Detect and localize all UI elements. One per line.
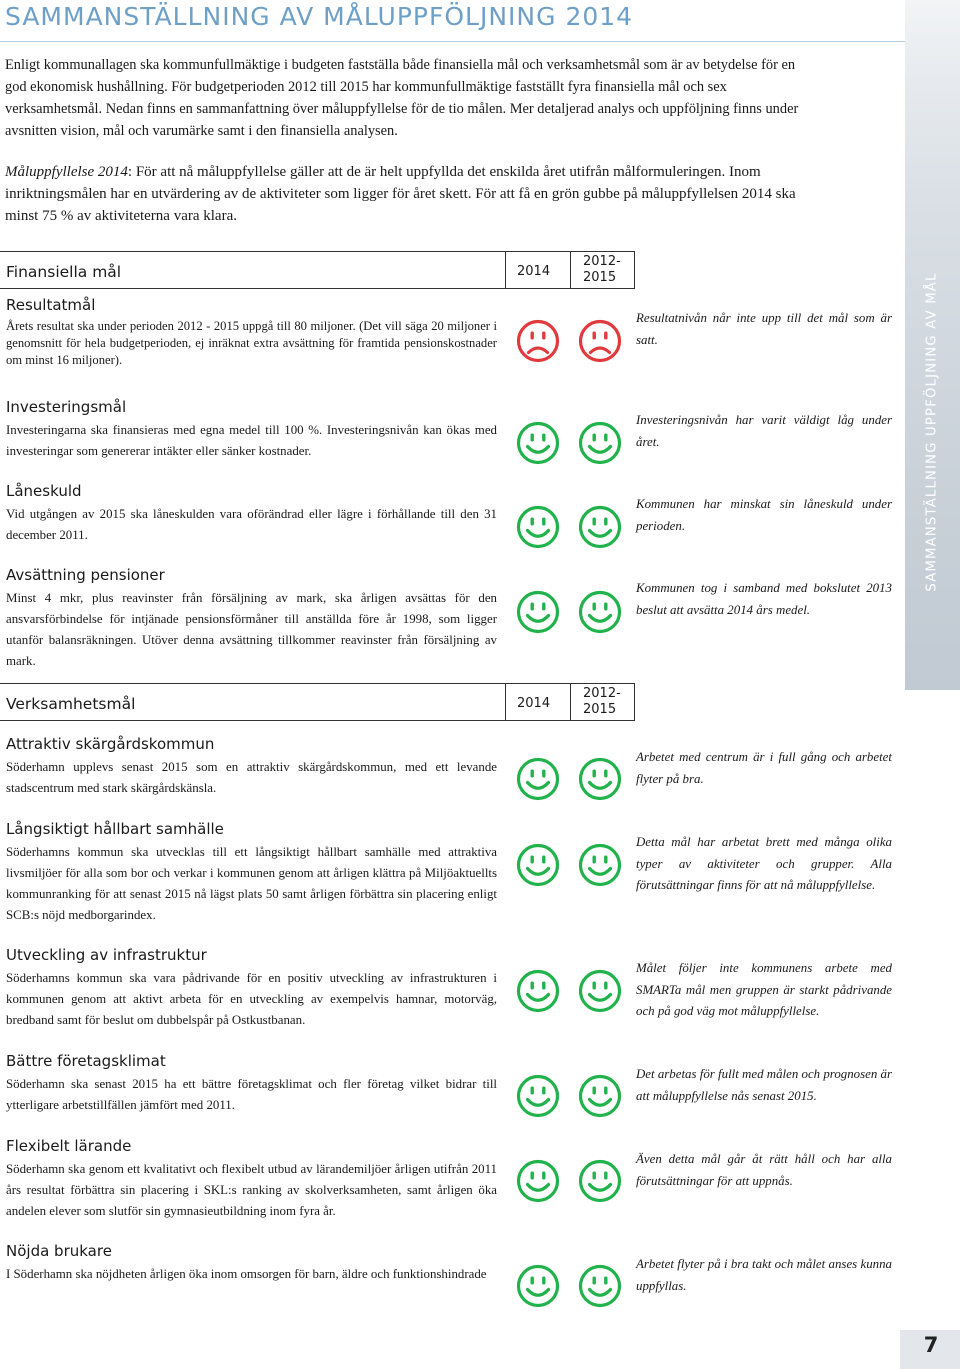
goal-title: Nöjda brukare — [6, 1242, 112, 1260]
sidebar-label: SAMMANSTÄLLNING UPPFÖLJNING AV MÅL — [924, 272, 940, 592]
goal-title: Låneskuld — [6, 482, 82, 500]
goal-title: Bättre företagsklimat — [6, 1052, 166, 1070]
header-rule-bottom — [0, 288, 635, 289]
fulfillment-label: Måluppfyllelse 2014 — [5, 164, 128, 180]
fulfillment-paragraph — [5, 161, 817, 227]
status-happy-icon — [516, 843, 560, 887]
status-sad-icon — [578, 319, 622, 363]
column-2014: 2014 — [517, 696, 551, 711]
financial-header-title: Finansiella mål — [6, 263, 122, 281]
status-happy-icon — [578, 1159, 622, 1203]
goal-description: Vid utgången av 2015 ska låneskulden vara oförändrad eller lägre i förhållande till den 31 december 2011. — [6, 507, 497, 542]
goal-description: Söderhamns kommun ska vara pådrivande för en positiv utveckling av infrastrukturen i kommunen genom att aktivt arbeta för en utveckling av exempelvis hamnar, motorväg, bredband samt för beslut om dubbelspår på Ostkustbanan. — [6, 971, 497, 1027]
goal-title: Resultatmål — [6, 296, 96, 314]
header-divider — [634, 683, 635, 721]
column-2014: 2014 — [517, 264, 551, 279]
smiley-face-icon — [516, 505, 560, 549]
smiley-face-icon — [516, 1074, 560, 1118]
goal-description: Söderhamn ska genom ett kvalitativt och flexibelt utbud av lärandemiljöer årligen utifrån 2011 års resultat förbättra sin placering i SKL:s ranking av skolverksamheten, samt årligen öka andelen elever som slutför sin gymnasieutbildning inom fyra år. — [6, 1162, 497, 1218]
page-number: 7 — [923, 1333, 939, 1357]
status-happy-icon — [578, 969, 622, 1013]
intro-paragraph: Enligt kommunallagen ska kommunfullmäktige i budgeten fastställa både finansiella mål och verksamhetsmål som är av betydelse för en god ekonomisk hushållning. För budgetperioden 2012 till 2015 har kommunfullmäktige fastställt fyra finansiella mål och sex verksamhetsmål. Nedan finns en sammanfattning över måluppfyllelse för de tio målen. Mer detaljerad analys och uppföljning finns under avsnitten vision, mål och varumärke samt i den finansiella analysen. — [5, 57, 799, 139]
smiley-face-icon — [516, 590, 560, 634]
financial-header — [0, 251, 905, 291]
goal-title: Avsättning pensioner — [6, 566, 165, 584]
goal-comment: Även detta mål går åt rätt håll och har alla förutsättningar för att uppnås. — [636, 1152, 892, 1188]
goal-description: Minst 4 mkr, plus reavinster från försäljning av mark, ska årligen avsättas för den ansvarsförbindelse för intjänade pensionsförmåner till anställda före år 1998, som ligger utanför balansräkningen. Utöver denna avsättning tillkommer reavinster från försäljning av mark. — [6, 591, 497, 668]
header-divider — [505, 683, 506, 721]
goal-comment: Arbetet med centrum är i full gång och arbetet flyter på bra. — [636, 750, 892, 786]
smiley-face-icon — [578, 421, 622, 465]
goal-description: Investeringarna ska finansieras med egna medel till 100 %. Investeringsnivån kan ökas med investeringar som genererar intäkter eller sänker kostnader. — [6, 423, 497, 458]
operational-header-title: Verksamhetsmål — [6, 695, 136, 713]
status-happy-icon — [516, 969, 560, 1013]
goal-comment: Arbetet flyter på i bra takt och målet anses kunna uppfyllas. — [636, 1257, 892, 1293]
frowning-face-icon — [516, 319, 560, 363]
status-happy-icon — [578, 505, 622, 549]
goal-title: Attraktiv skärgårdskommun — [6, 735, 215, 753]
status-happy-icon — [516, 1074, 560, 1118]
smiley-face-icon — [516, 421, 560, 465]
smiley-face-icon — [578, 1074, 622, 1118]
goal-comment: Detta mål har arbetat brett med många olika typer av aktiviteter och grupper. Alla förutsättningar finns för att nå måluppfyllelse. — [636, 835, 892, 892]
goal-description: Söderhamn upplevs senast 2015 som en attraktiv skärgårdskommun, med ett levande stadscentrum med stark skärgårdskänsla. — [6, 760, 497, 795]
goal-description: Söderhamns kommun ska utvecklas till ett långsiktigt hållbart samhälle med attraktiva livsmiljöer för alla som bor och verkar i kommunen genom att årligen klättra på Miljöaktuellts kommunranking för att senast 2015 nå lägst plats 50 samt årligen förbättra sin placering enligt SCB:s nöjd medborgarindex. — [6, 845, 497, 922]
status-happy-icon — [516, 421, 560, 465]
status-happy-icon — [578, 421, 622, 465]
status-happy-icon — [516, 505, 560, 549]
status-happy-icon — [516, 1264, 560, 1308]
column-period-end: 2015 — [583, 270, 617, 285]
column-2012-2015 — [583, 686, 621, 718]
status-happy-icon — [578, 757, 622, 801]
status-sad-icon — [516, 319, 560, 363]
smiley-face-icon — [578, 843, 622, 887]
goal-title: Utveckling av infrastruktur — [6, 946, 207, 964]
status-happy-icon — [516, 1159, 560, 1203]
header-rule-top — [0, 251, 635, 252]
fulfillment-text: : För att nå måluppfyllelse gäller att de är helt uppfyllda det enskilda året utifrån målformuleringen. Inom inriktningsmålen har en utvärdering av de aktiviteter som ligger för året skett. För att få en grön gubbe på måluppfyllelsen 2014 ska minst 75 % av aktiviteterna vara klara. — [5, 164, 796, 224]
goal-description: Årets resultat ska under perioden 2012 - 2015 uppgå till 80 miljoner. (Det vill säga 20 miljoner i genomsnitt för hela budgetperioden, ej inräknat extra avsättning för framtida pensionskostnader om minst 16 miljoner). — [6, 319, 497, 367]
smiley-face-icon — [516, 1264, 560, 1308]
title-divider — [0, 41, 905, 42]
header-divider — [505, 251, 506, 289]
goal-title: Långsiktigt hållbart samhälle — [6, 820, 224, 838]
smiley-face-icon — [578, 1264, 622, 1308]
header-divider — [634, 251, 635, 289]
header-divider — [570, 683, 571, 721]
goal-comment: Det arbetas för fullt med målen och prognosen är att måluppfyllelse nås senast 2015. — [636, 1067, 892, 1103]
column-period-end: 2015 — [583, 702, 617, 717]
status-happy-icon — [578, 590, 622, 634]
smiley-face-icon — [578, 590, 622, 634]
smiley-face-icon — [516, 843, 560, 887]
goal-title: Investeringsmål — [6, 398, 127, 416]
smiley-face-icon — [516, 969, 560, 1013]
status-happy-icon — [578, 843, 622, 887]
column-2012-2015 — [583, 254, 621, 286]
operational-header — [0, 683, 905, 723]
status-happy-icon — [516, 757, 560, 801]
column-period-start: 2012- — [583, 254, 621, 269]
goal-title: Flexibelt lärande — [6, 1137, 132, 1155]
header-rule-bottom — [0, 720, 635, 721]
goal-comment: Målet följer inte kommunens arbete med SMARTa mål men gruppen är starkt pådrivande och på god väg mot måluppfyllelse. — [636, 961, 892, 1018]
page-title: SAMMANSTÄLLNING AV MÅLUPPFÖLJNING 2014 — [5, 2, 634, 31]
column-period-start: 2012- — [583, 686, 621, 701]
goal-comment: Kommunen tog i samband med bokslutet 2013 beslut att avsätta 2014 års medel. — [636, 581, 892, 617]
smiley-face-icon — [578, 505, 622, 549]
smiley-face-icon — [578, 969, 622, 1013]
status-happy-icon — [578, 1264, 622, 1308]
frowning-face-icon — [578, 319, 622, 363]
header-rule-top — [0, 683, 635, 684]
status-happy-icon — [516, 590, 560, 634]
smiley-face-icon — [516, 757, 560, 801]
goal-comment: Resultatnivån når inte upp till det mål som är satt. — [636, 311, 892, 347]
goal-comment: Investeringsnivån har varit väldigt låg under året. — [636, 413, 892, 449]
smiley-face-icon — [516, 1159, 560, 1203]
smiley-face-icon — [578, 757, 622, 801]
status-happy-icon — [578, 1074, 622, 1118]
goal-description: I Söderhamn ska nöjdheten årligen öka inom omsorgen för barn, äldre och funktionshindrade — [6, 1267, 487, 1281]
goal-description: Söderhamn ska senast 2015 ha ett bättre företagsklimat och fler företag vilket bidrar till ytterligare arbetstillfällen jämfört med 2011. — [6, 1077, 497, 1112]
goal-comment: Kommunen har minskat sin låneskuld under perioden. — [636, 497, 892, 533]
header-divider — [570, 251, 571, 289]
smiley-face-icon — [578, 1159, 622, 1203]
